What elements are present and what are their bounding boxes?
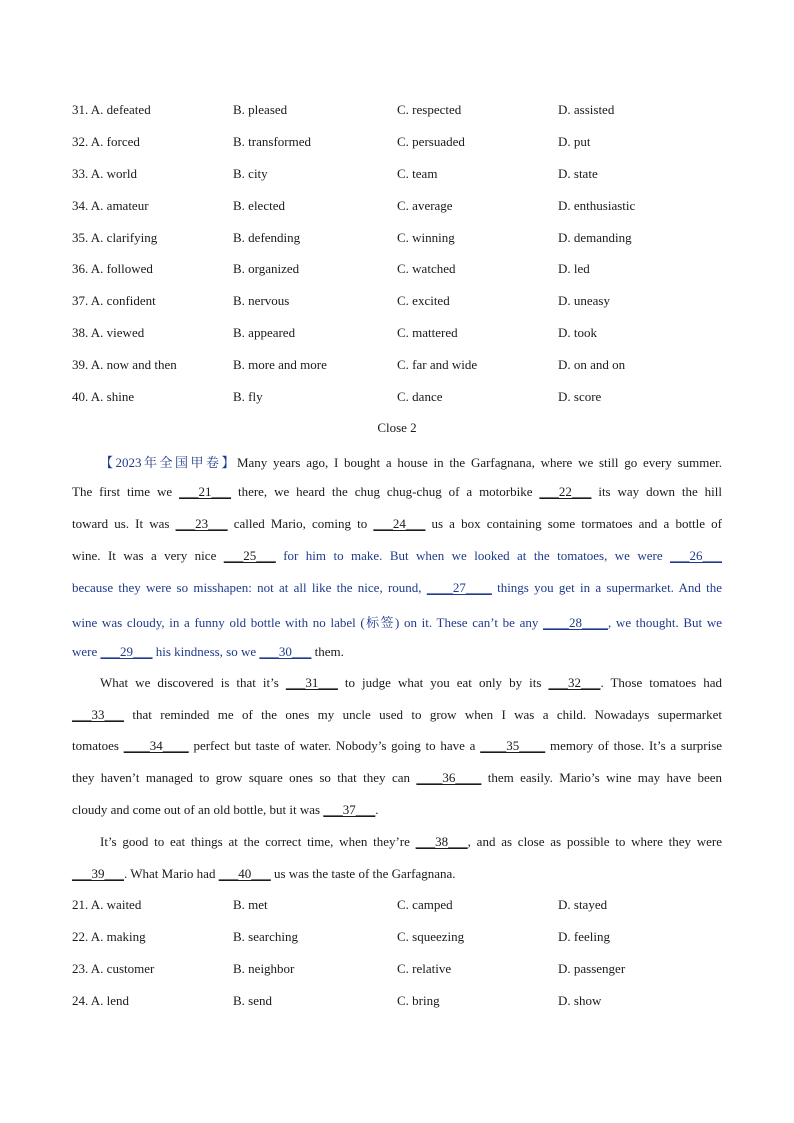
option-b: B. neighbor [233,961,295,976]
blank-31: ___31___ [285,675,338,690]
option-row-34 [72,198,732,218]
option-a: 32. A. forced [72,134,140,149]
option-d: D. uneasy [558,293,610,308]
option-b: B. appeared [233,325,296,340]
blank-32: ___32___ [548,675,601,690]
option-b: B. more and more [233,357,327,372]
option-a: 38. A. viewed [72,325,145,340]
blank-37: ___37___ [323,802,376,817]
option-c: C. camped [397,897,453,912]
passage-line: 【2023年全国甲卷】Many years ago, I bought a house in the Garfagnana, where we still go every summer. [100,455,722,470]
blank-22: ___22___ [539,484,592,499]
blank-27: ____27____ [426,580,492,595]
passage-line: cloudy and come out of an old bottle, but it was ___37___. [72,802,379,817]
option-c: C. persuaded [397,134,465,149]
option-row-37 [72,293,732,313]
option-b: B. fly [233,389,263,404]
option-a: 36. A. followed [72,261,153,276]
option-c: C. far and wide [397,357,478,372]
option-c: C. relative [397,961,452,976]
option-row-40 [72,389,732,409]
option-d: D. passenger [558,961,626,976]
option-row-33 [72,166,732,186]
option-b: B. organized [233,261,300,276]
blank-38: ___38___ [415,834,468,849]
option-d: D. took [558,325,597,340]
section-title: Close 2 [377,420,417,435]
blank-34: ____34____ [123,738,189,753]
blank-30: ___30___ [259,644,312,659]
option-row-36 [72,261,732,281]
option-d: D. put [558,134,591,149]
blank-24: ___24___ [373,516,426,531]
passage-line: tomatoes ____34____ perfect but taste of water. Nobody’s going to have a ____35____ memory of those. It’s a surprise [72,738,723,753]
blank-39: ___39___ [72,866,124,881]
blank-40: ___40___ [218,866,271,881]
passage-line: they haven’t managed to grow square ones so that they can ____36____ them easily. Mario’s wine may have been [72,770,722,785]
blank-35: ____35____ [480,738,546,753]
option-b: B. city [233,166,268,181]
blank-21: ___21___ [179,484,232,499]
option-row-21 [72,897,732,917]
passage-line: ___39___. What Mario had ___40___ us was the taste of the Garfagnana. [72,866,456,881]
passage-line: wine was cloudy, in a funny old bottle with no label (标签) on it. These can’t be any ____28____, we thought. But we [72,615,722,630]
option-d: D. enthusiastic [558,198,636,213]
option-c: C. watched [397,261,456,276]
option-a: 35. A. clarifying [72,230,158,245]
option-b: B. searching [233,929,298,944]
option-row-32 [72,134,732,154]
passage-line: were ___29___ his kindness, so we ___30___ them. [72,644,344,659]
option-row-24 [72,993,732,1013]
option-a: 23. A. customer [72,961,155,976]
option-row-23 [72,961,732,981]
blank-33: ___33___ [72,707,124,722]
blank-25: ___25___ [223,548,276,563]
option-a: 40. A. shine [72,389,135,404]
option-c: C. winning [397,230,455,245]
option-d: D. led [558,261,590,276]
option-a: 22. A. making [72,929,146,944]
option-c: C. squeezing [397,929,465,944]
option-b: B. send [233,993,272,1008]
passage-line: ___33___ that reminded me of the ones my uncle used to grow when I was a child. Nowadays supermarket [72,707,722,722]
option-d: D. score [558,389,602,404]
option-row-38 [72,325,732,345]
option-b: B. transformed [233,134,311,149]
option-row-22 [72,929,732,949]
option-d: D. feeling [558,929,610,944]
option-c: C. bring [397,993,440,1008]
option-d: D. on and on [558,357,626,372]
passage-line: It’s good to eat things at the correct time, when they’re ___38___, and as close as possible to where they were [100,834,723,849]
blank-26: ___26___ [670,548,723,563]
option-b: B. defending [233,230,301,245]
option-d: D. assisted [558,102,615,117]
option-c: C. respected [397,102,462,117]
passage-line: The first time we ___21___ there, we heard the chug chug-chug of a motorbike ___22___ its way down the hill [72,484,722,499]
option-c: C. dance [397,389,443,404]
option-a: 33. A. world [72,166,138,181]
source-tag: 【2023年全国甲卷】 [100,455,237,470]
option-a: 21. A. waited [72,897,142,912]
passage-line: toward us. It was ___23___ called Mario, coming to ___24___ us a box containing some tormatoes and a bottle of [72,516,723,531]
option-row-31 [72,102,732,122]
option-c: C. average [397,198,453,213]
blank-28: ____28____ [543,615,609,630]
passage-line: because they were so misshapen: not at all like the nice, round, ____27____ things you get in a supermarket. And the [72,580,722,595]
blank-23: ___23___ [175,516,228,531]
option-c: C. mattered [397,325,458,340]
option-b: B. elected [233,198,285,213]
option-a: 37. A. confident [72,293,156,308]
option-d: D. stayed [558,897,608,912]
option-b: B. met [233,897,268,912]
option-b: B. pleased [233,102,288,117]
option-b: B. nervous [233,293,290,308]
option-a: 39. A. now and then [72,357,177,372]
option-row-39 [72,357,732,377]
passage-line: What we discovered is that it’s ___31___ to judge what you eat only by its ___32___. Those tomatoes had [100,675,723,690]
option-d: D. demanding [558,230,632,245]
option-a: 31. A. defeated [72,102,151,117]
option-a: 24. A. lend [72,993,130,1008]
option-d: D. state [558,166,598,181]
passage-line: wine. It was a very nice ___25___ for him to make. But when we looked at the tomatoes, we were ___26___ [72,548,723,563]
blank-29: ___29___ [100,644,153,659]
option-row-35 [72,230,732,250]
blank-36: ____36____ [416,770,482,785]
option-d: D. show [558,993,602,1008]
option-a: 34. A. amateur [72,198,149,213]
option-c: C. excited [397,293,450,308]
option-c: C. team [397,166,438,181]
